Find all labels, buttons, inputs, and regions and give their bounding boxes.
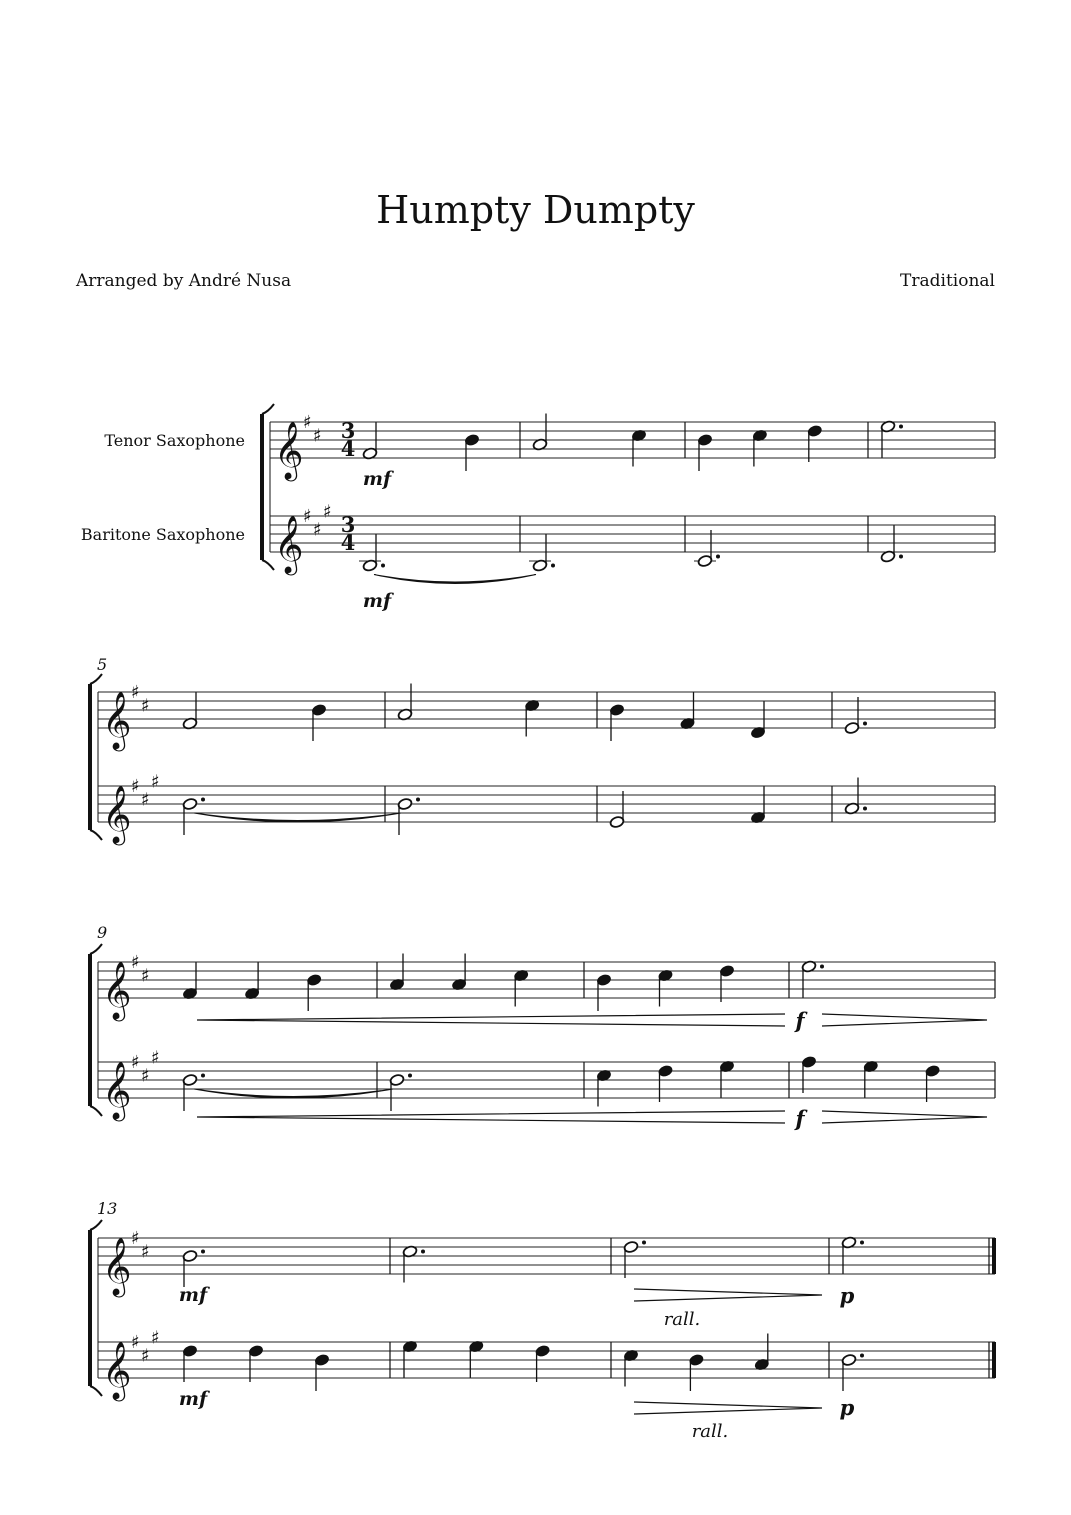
treble-clef-tenor: 𝄞 (102, 961, 132, 1019)
augmentation-dot (820, 965, 824, 969)
key-signature-baritone: ♯ (131, 1332, 140, 1353)
key-signature-tenor: ♯ (131, 1228, 140, 1249)
bracket-hook-top (90, 674, 102, 684)
time-signature-top-baritone: 3 (340, 512, 356, 537)
arranger-credit: Arranged by André Nusa (76, 271, 292, 291)
key-signature-tenor: ♯ (141, 695, 150, 717)
treble-clef-tenor: 𝄞 (102, 691, 132, 749)
key-signature-baritone: ♯ (131, 776, 140, 797)
measure-number-13: 13 (97, 1199, 118, 1218)
key-signature-baritone: ♯ (151, 771, 160, 793)
dynamic-mf-tenor-m1: mf (362, 468, 392, 490)
notation-layer (90, 404, 996, 1402)
bracket-hook-top (262, 404, 274, 414)
augmentation-dot (863, 807, 867, 811)
tie-baritone (194, 813, 401, 822)
treble-clef-baritone: 𝄞 (102, 1341, 132, 1399)
key-signature-tenor: ♯ (141, 965, 150, 987)
treble-clef-tenor: 𝄞 (102, 1237, 132, 1295)
key-signature-baritone: ♯ (151, 1047, 160, 1069)
hairpins (197, 1014, 987, 1414)
dynamic-f-baritone-m12: f (795, 1106, 805, 1131)
augmentation-dot (899, 425, 903, 429)
augmentation-dot (381, 564, 385, 568)
treble-clef-baritone: 𝄞 (102, 1061, 132, 1119)
dynamic-mf-tenor-m13: mf (178, 1284, 208, 1306)
key-signature-tenor: ♯ (303, 412, 312, 433)
dynamic-p-baritone-m16: p (839, 1395, 855, 1420)
bracket-hook-bottom (90, 1386, 102, 1396)
dynamic-f-tenor-m12: f (795, 1008, 805, 1033)
key-signature-baritone: ♯ (141, 789, 150, 811)
key-signature-baritone: ♯ (303, 506, 312, 527)
treble-clef-baritone: 𝄞 (274, 515, 304, 573)
augmentation-dot (201, 798, 205, 802)
bracket-hook-top (90, 1220, 102, 1230)
treble-clef-baritone: 𝄞 (102, 785, 132, 843)
final-barline-thick (992, 1238, 996, 1274)
measure-number-5: 5 (97, 655, 108, 674)
key-signature-tenor: ♯ (131, 682, 140, 703)
augmentation-dot (416, 798, 420, 802)
diminuendo-hairpin-baritone-m15 (634, 1402, 822, 1414)
key-signature-baritone: ♯ (323, 501, 332, 523)
dynamic-mf-baritone-m1: mf (362, 590, 392, 612)
augmentation-dot (408, 1074, 412, 1078)
augmentation-dot (860, 1241, 864, 1245)
diminuendo-hairpin-tenor-m12 (822, 1014, 987, 1026)
time-signature-bottom-baritone: 4 (340, 530, 356, 555)
time-signature-top-tenor: 3 (340, 418, 356, 443)
dynamic-mf-baritone-m13: mf (178, 1388, 208, 1410)
key-signature-tenor: ♯ (131, 952, 140, 973)
augmentation-dot (551, 564, 555, 568)
crescendo-hairpin-baritone (197, 1111, 785, 1123)
key-signature-tenor: ♯ (313, 425, 322, 447)
diminuendo-hairpin-tenor-m15 (634, 1289, 822, 1301)
bracket-hook-bottom (262, 560, 274, 570)
bracket-hook-top (90, 944, 102, 954)
key-signature-baritone: ♯ (141, 1065, 150, 1087)
rall-tenor: rall. (663, 1309, 701, 1330)
rall-baritone: rall. (691, 1421, 729, 1442)
augmentation-dot (860, 1354, 864, 1358)
key-signature-baritone: ♯ (313, 519, 322, 541)
tie-baritone (194, 1089, 393, 1098)
instrument-name-tenor: Tenor Saxophone (104, 431, 245, 450)
bracket-hook-bottom (90, 830, 102, 840)
key-signature-tenor: ♯ (141, 1241, 150, 1263)
augmentation-dot (421, 1250, 425, 1254)
composer-credit: Traditional (900, 271, 995, 291)
instrument-name-baritone: Baritone Saxophone (80, 525, 245, 544)
time-signature-bottom-tenor: 4 (340, 436, 356, 461)
key-signature-baritone: ♯ (131, 1052, 140, 1073)
final-barline-thick (992, 1342, 996, 1378)
dynamic-p-tenor-m16: p (839, 1283, 855, 1308)
tie-baritone (374, 575, 536, 584)
augmentation-dot (863, 722, 867, 726)
bracket-hook-bottom (90, 1106, 102, 1116)
score-title: Humpty Dumpty (376, 188, 695, 232)
diminuendo-hairpin-baritone-m12 (822, 1111, 987, 1123)
augmentation-dot (642, 1241, 646, 1245)
augmentation-dot (201, 1074, 205, 1078)
treble-clef-tenor: 𝄞 (274, 421, 304, 479)
augmentation-dot (201, 1250, 205, 1254)
augmentation-dot (716, 555, 720, 559)
crescendo-hairpin-tenor (197, 1014, 785, 1026)
augmentation-dot (899, 555, 903, 559)
key-signature-baritone: ♯ (151, 1327, 160, 1349)
measure-number-9: 9 (97, 923, 108, 942)
key-signature-baritone: ♯ (141, 1345, 150, 1367)
